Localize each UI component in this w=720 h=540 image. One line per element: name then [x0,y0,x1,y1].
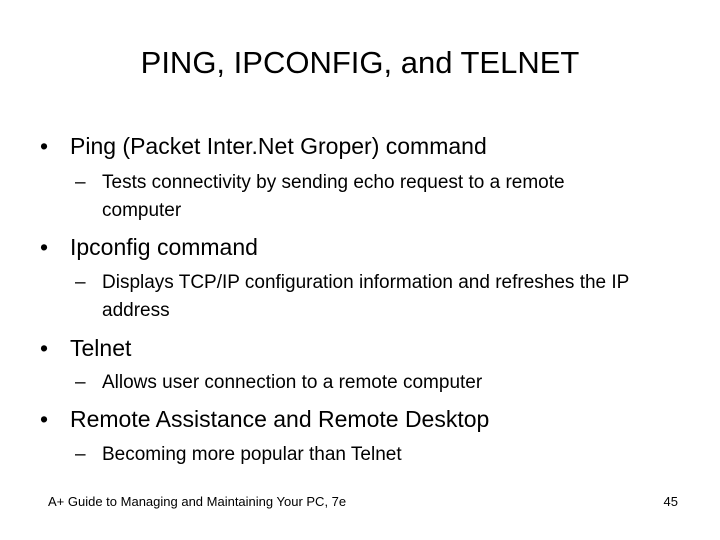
page-number: 45 [663,494,678,509]
footer-book-title: A+ Guide to Managing and Maintaining Your PC, 7e [48,494,347,509]
dash-marker: – [75,272,86,293]
bullet-text: Remote Assistance and Remote Desktop [70,406,490,432]
slide-title: PING, IPCONFIG, and TELNET [140,45,580,80]
bullet-marker: • [40,406,49,432]
bullet-text: Ping (Packet Inter.Net Groper) command [70,133,487,159]
bullet-marker: • [40,234,49,260]
bullet-item-ipconfig [40,233,680,261]
sub-item [75,269,635,325]
dash-marker: – [75,172,86,193]
bullet-text: Ipconfig command [70,234,258,260]
dash-marker: – [75,372,86,393]
bullet-item-telnet [40,334,680,362]
bullet-item-ping [40,132,680,160]
sub-item [75,441,635,469]
bullet-text: Telnet [70,335,132,361]
bullet-marker: • [40,133,49,159]
sub-item-text: Displays TCP/IP configuration information and refreshes the IP address [102,272,629,321]
sub-item-text: Tests connectivity by sending echo request to a remote computer [102,172,565,221]
sub-item-text: Becoming more popular than Telnet [102,444,402,465]
sub-item [75,369,635,397]
dash-marker: – [75,444,86,465]
sub-item-text: Allows user connection to a remote computer [102,372,483,393]
bullet-item-remote-assistance [40,405,680,433]
bullet-marker: • [40,335,49,361]
sub-item [75,169,635,225]
